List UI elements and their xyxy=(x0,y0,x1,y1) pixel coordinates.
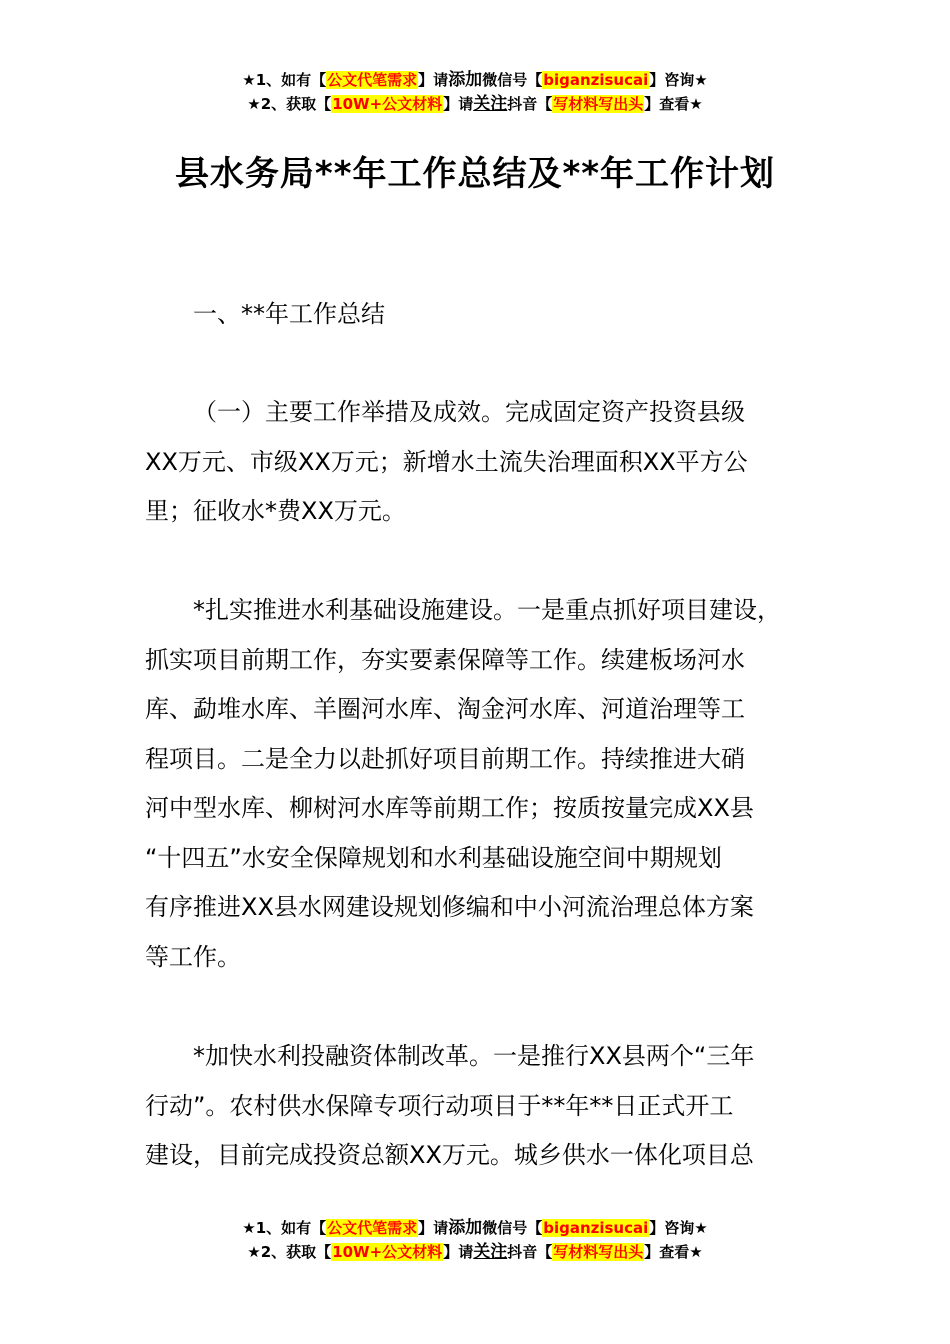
banner-highlight: 公文代笔需求 xyxy=(327,1219,418,1237)
paragraph-line: （一）主要工作举措及成效。完成固定资产投资县级 xyxy=(193,398,745,426)
banner-highlight: biganzisucai xyxy=(543,71,649,89)
banner-text: 抖音【 xyxy=(507,95,553,113)
banner-highlight: 10W+公文材料 xyxy=(332,1243,443,1261)
banner-text: 】请 xyxy=(443,95,474,113)
paragraph-line: 程项目。二是全力以赴抓好项目前期工作。持续推进大硝 xyxy=(145,744,745,773)
banner-line-2 xyxy=(0,1240,950,1264)
banner-line-1 xyxy=(0,1216,950,1240)
section-heading-block xyxy=(145,290,835,340)
paragraph-line: 有序推进XX县水网建设规划修编和中小河流治理总体方案 xyxy=(145,893,754,921)
banner-text: 微信号【 xyxy=(482,1219,543,1237)
banner-emphasis: 关注 xyxy=(473,1242,508,1262)
paragraph-line: 建设，目前完成投资总额XX万元。城乡供水一体化项目总 xyxy=(145,1141,754,1169)
paragraph-line: XX万元、市级XX万元；新增水土流失治理面积XX平方公 xyxy=(145,447,748,476)
banner-text: ★1、如有【 xyxy=(242,71,327,89)
paragraph-3 xyxy=(145,1032,835,1181)
banner-text: ★1、如有【 xyxy=(242,1219,327,1237)
paragraph-line: “十四五”水安全保障规划和水利基础设施空间中期规划 xyxy=(145,843,722,872)
banner-highlight: 写材料写出头 xyxy=(553,1243,644,1261)
document-title: 县水务局**年工作总结及**年工作计划 xyxy=(174,154,776,194)
banner-emphasis: 添加 xyxy=(448,70,483,90)
banner-text: 】请 xyxy=(418,71,449,89)
banner-highlight: 10W+公文材料 xyxy=(332,95,443,113)
paragraph-line: 里；征收水*费XX万元。 xyxy=(145,497,406,525)
paragraph-2 xyxy=(145,586,835,982)
bottom-banner xyxy=(0,1216,950,1264)
banner-text: 】查看★ xyxy=(644,1243,703,1261)
paragraph-line: 河中型水库、柳树河水库等前期工作；按质按量完成XX县 xyxy=(145,794,754,822)
banner-highlight: 写材料写出头 xyxy=(553,95,644,113)
banner-text: ★2、获取【 xyxy=(247,1243,332,1261)
banner-text: 】查看★ xyxy=(644,95,703,113)
banner-highlight: 公文代笔需求 xyxy=(327,71,418,89)
banner-line-1 xyxy=(0,68,950,92)
paragraph-line: 行动”。农村供水保障专项行动项目于**年**日正式开工 xyxy=(145,1091,734,1120)
banner-highlight: biganzisucai xyxy=(543,1219,649,1237)
paragraph-line: *扎实推进水利基础设施建设。一是重点抓好项目建设， xyxy=(193,596,781,624)
banner-emphasis: 关注 xyxy=(473,94,508,114)
paragraph-line: 等工作。 xyxy=(145,942,241,971)
top-banner xyxy=(0,68,950,116)
paragraph-line: 库、勐堆水库、羊圈河水库、淘金河水库、河道治理等工 xyxy=(145,695,745,723)
banner-text: 微信号【 xyxy=(482,71,543,89)
section-heading: 一、**年工作总结 xyxy=(193,300,385,328)
paragraph-line: 抓实项目前期工作，夯实要素保障等工作。续建板场河水 xyxy=(145,645,745,674)
banner-emphasis: 添加 xyxy=(448,1218,483,1238)
banner-line-2 xyxy=(0,92,950,116)
banner-text: 抖音【 xyxy=(507,1243,553,1261)
banner-text: 】请 xyxy=(418,1219,449,1237)
paragraph-line: *加快水利投融资体制改革。一是推行XX县两个“三年 xyxy=(193,1042,755,1070)
banner-text: ★2、获取【 xyxy=(247,95,332,113)
paragraph-1 xyxy=(145,388,835,537)
banner-text: 】请 xyxy=(443,1243,474,1261)
banner-text: 】咨询★ xyxy=(649,1219,708,1237)
banner-text: 】咨询★ xyxy=(649,71,708,89)
